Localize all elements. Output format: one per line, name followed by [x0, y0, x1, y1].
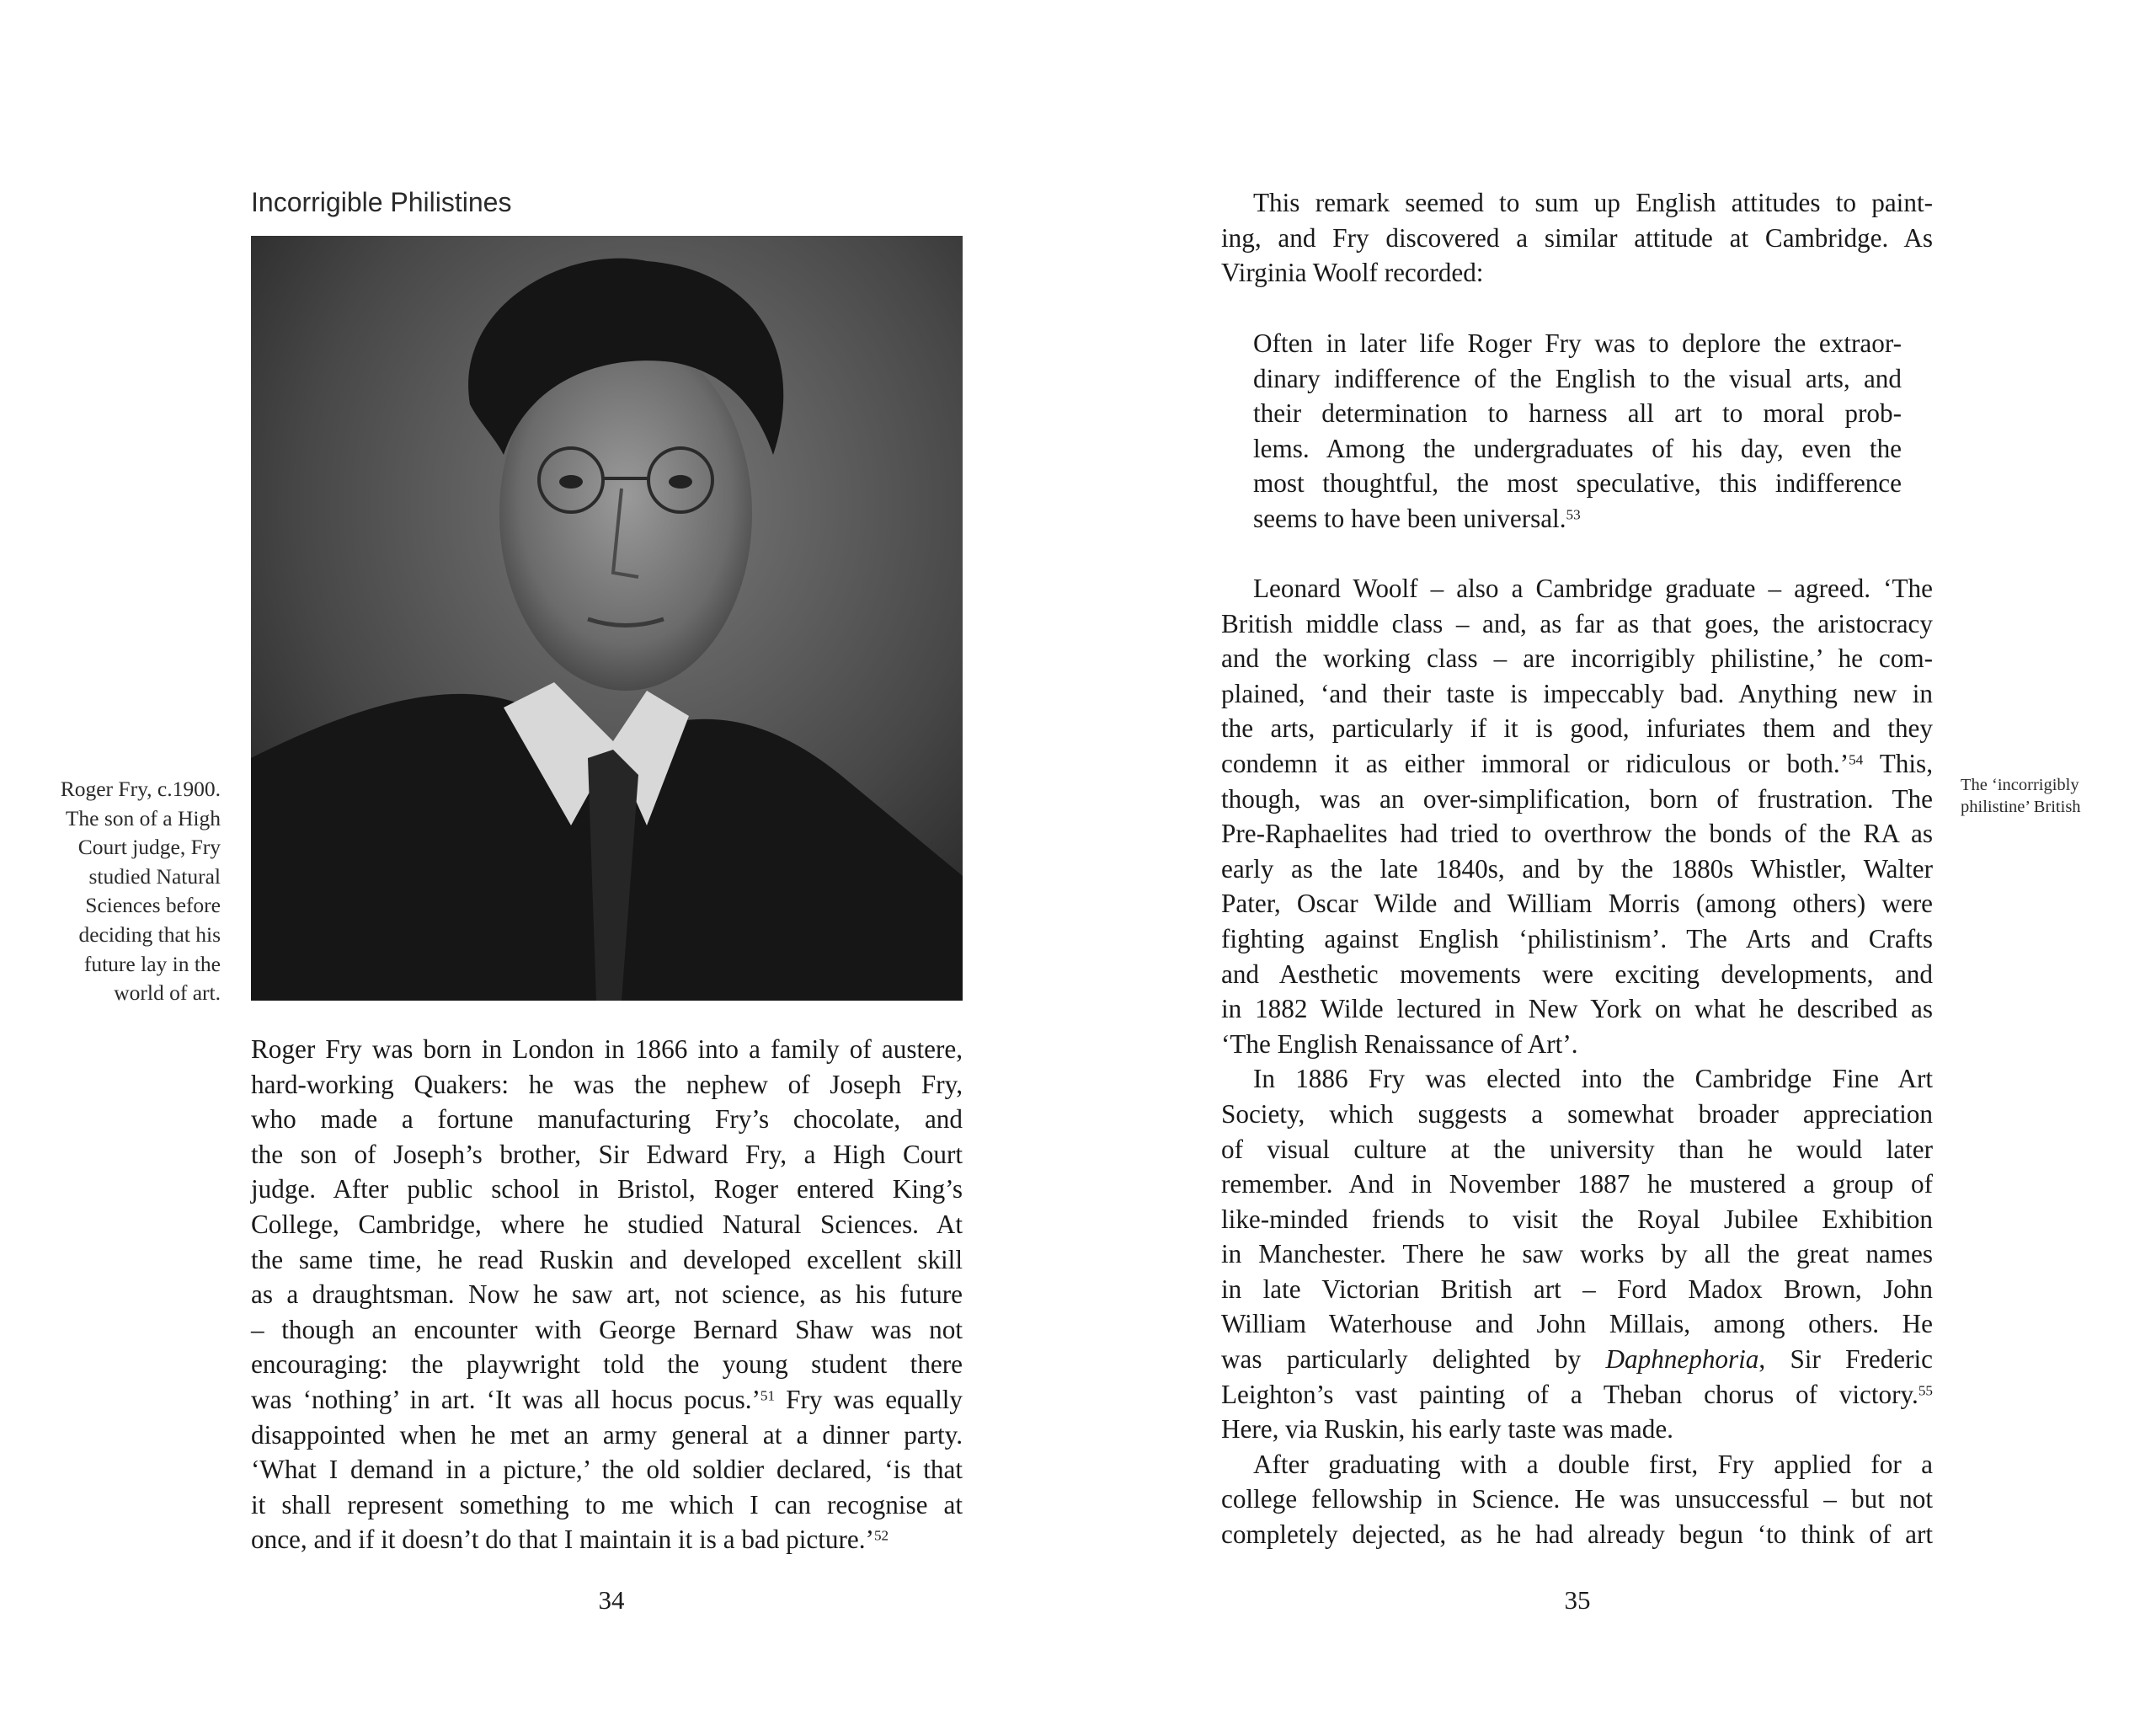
- body-line: Society, which suggests a somewhat broader appreciation: [1221, 1098, 1933, 1129]
- body-line: as a draughtsman. Now he saw art, not science, as his future: [251, 1279, 963, 1310]
- body-line: though, was an over-simplification, born of frustration. The: [1221, 783, 1933, 814]
- body-line: Pater, Oscar Wilde and William Morris (among others) were: [1221, 889, 1933, 919]
- body-line: and Aesthetic movements were exciting developments, and: [1221, 959, 1933, 989]
- body-line: [1221, 746, 1933, 782]
- body-line: encouraging: the playwright told the young student there: [251, 1349, 963, 1380]
- body-line: the same time, he read Ruskin and developed excellent skill: [251, 1244, 963, 1274]
- caption-line: future lay in the: [83, 951, 221, 976]
- body-line: ing, and Fry discovered a similar attitude at Cambridge. As: [1221, 222, 1933, 253]
- body-line: – though an encounter with George Bernard Shaw was not: [251, 1314, 963, 1344]
- margin-note-line: philistine’ British: [1961, 798, 2081, 816]
- body-line: judge. After public school in Bristol, Roger entered King’s: [251, 1174, 963, 1204]
- margin-note: [1961, 774, 2129, 818]
- body-line: remember. And in November 1887 he mustered a group of: [1221, 1169, 1933, 1199]
- body-line: in late Victorian British art – Ford Madox Brown, John: [1221, 1274, 1933, 1304]
- body-line: William Waterhouse and John Millais, among others. He: [1221, 1309, 1933, 1339]
- caption-line: Roger Fry, c.1900.: [60, 777, 221, 801]
- quote-line: dinary indifference of the English to the visual arts, and: [1253, 363, 1902, 393]
- caption-line: Court judge, Fry: [77, 835, 221, 860]
- note-ref: 53: [1566, 506, 1581, 523]
- note-ref: 55: [1918, 1382, 1933, 1399]
- body-line: Leonard Woolf – also a Cambridge graduate – agreed. ‘The: [1253, 574, 1933, 603]
- caption-line: Sciences before: [85, 893, 221, 918]
- body-line: Virginia Woolf recorded:: [1221, 258, 1484, 288]
- body-line: ‘What I demand in a picture,’ the old soldier declared, ‘is that: [251, 1455, 963, 1485]
- body-line-text: condemn it as either immoral or ridiculous or both.’: [1221, 748, 1849, 778]
- body-line-text: was particularly delighted by: [1221, 1344, 1606, 1375]
- body-line: Pre-Raphaelites had tried to overthrow the bonds of the RA as: [1221, 819, 1933, 849]
- body-line: it shall represent something to me which I can recognise at: [251, 1489, 963, 1519]
- body-line: Here, via Ruskin, his early taste was made.: [1221, 1414, 1673, 1445]
- note-ref: 51: [760, 1387, 776, 1404]
- body-line: hard-working Quakers: he was the nephew of Joseph Fry,: [251, 1069, 963, 1099]
- body-line: completely dejected, as he had already begun ‘to think of art: [1221, 1519, 1933, 1550]
- body-line: [1221, 1377, 1933, 1413]
- quote-line: lems. Among the undergraduates of his day, even the: [1253, 433, 1902, 463]
- intro-text: [1221, 185, 1933, 291]
- body-line: fighting against English ‘philistinism’. The Arts and Crafts: [1221, 923, 1933, 953]
- caption-line: The son of a High: [65, 805, 221, 830]
- body-line: British middle class – and, as far as that goes, the aristocracy: [1221, 608, 1933, 638]
- left-body-text: [251, 1032, 963, 1557]
- right-body-text: [1221, 571, 1933, 1552]
- quote-line: their determination to harness all art to moral prob-: [1253, 398, 1902, 429]
- note-ref: 52: [873, 1527, 889, 1544]
- body-line-text: once, and if it doesn’t do that I maintain it is a bad picture.’: [251, 1525, 874, 1555]
- running-head: Incorrigible Philistines: [251, 187, 512, 217]
- body-line: [1221, 1342, 1933, 1377]
- body-line-text: was ‘nothing’ in art. ‘It was all hocus pocus.’: [251, 1384, 760, 1414]
- body-line: like-minded friends to visit the Royal Jubilee Exhibition: [1221, 1204, 1933, 1234]
- caption-line: studied Natural: [88, 863, 221, 889]
- body-line-text: Leighton’s vast painting of a Theban chorus of victory.: [1221, 1379, 1919, 1409]
- artwork-title: Daphnephoria: [1605, 1344, 1759, 1375]
- portrait-illustration: [251, 236, 963, 1001]
- body-line: who made a fortune manufacturing Fry’s chocolate, and: [251, 1104, 963, 1135]
- body-line: the son of Joseph’s brother, Sir Edward Fry, a High Court: [251, 1139, 963, 1169]
- body-line: early as the late 1840s, and by the 1880s Whistler, Walter: [1221, 853, 1933, 884]
- body-line: In 1886 Fry was elected into the Cambridge Fine Art: [1253, 1064, 1933, 1094]
- body-line-tail: , Sir Frederic: [1758, 1344, 1933, 1375]
- body-line: and the working class – are incorrigibly philistine,’ he com-: [1221, 644, 1933, 674]
- quote-line-text: seems to have been universal.: [1253, 503, 1566, 533]
- body-line-tail: Fry was equally: [775, 1384, 963, 1414]
- margin-note-line: The ‘incorrigibly: [1961, 776, 2079, 794]
- body-line: ‘The English Renaissance of Art’.: [1221, 1028, 1578, 1059]
- body-line: [251, 1522, 963, 1557]
- quote-line: Often in later life Roger Fry was to deplore the extraor-: [1253, 328, 1902, 358]
- body-line: in Manchester. There he saw works by all the great names: [1221, 1239, 1933, 1269]
- photo-caption: [34, 775, 221, 1008]
- body-line: disappointed when he met an army general at a dinner party.: [251, 1419, 963, 1450]
- body-line: College, Cambridge, where he studied Natural Sciences. At: [251, 1209, 963, 1239]
- block-quote: [1253, 326, 1902, 537]
- body-line: After graduating with a double first, Fry applied for a: [1253, 1449, 1933, 1479]
- body-line: the arts, particularly if it is good, infuriates them and they: [1221, 713, 1933, 744]
- body-line: college fellowship in Science. He was unsuccessful – but not: [1221, 1484, 1933, 1514]
- body-line: Roger Fry was born in London in 1866 into a family of austere,: [251, 1034, 963, 1064]
- page-number-right: 35: [1564, 1585, 1591, 1615]
- body-line: in 1882 Wilde lectured in New York on what he described as: [1221, 994, 1933, 1024]
- body-line: plained, ‘and their taste is impeccably bad. Anything new in: [1221, 678, 1933, 708]
- body-line: This remark seemed to sum up English attitudes to paint-: [1253, 188, 1933, 217]
- page-number-left: 34: [598, 1585, 625, 1615]
- body-line-tail: This,: [1863, 748, 1933, 778]
- portrait-photo: [251, 236, 963, 1001]
- note-ref: 54: [1849, 751, 1864, 768]
- body-line: [251, 1382, 963, 1418]
- quote-line: [1253, 501, 1902, 537]
- body-line: of visual culture at the university than he would later: [1221, 1134, 1933, 1164]
- quote-line: most thoughtful, the most speculative, this indifference: [1253, 468, 1902, 499]
- caption-line: deciding that his: [78, 921, 221, 947]
- caption-line: world of art.: [114, 980, 221, 1006]
